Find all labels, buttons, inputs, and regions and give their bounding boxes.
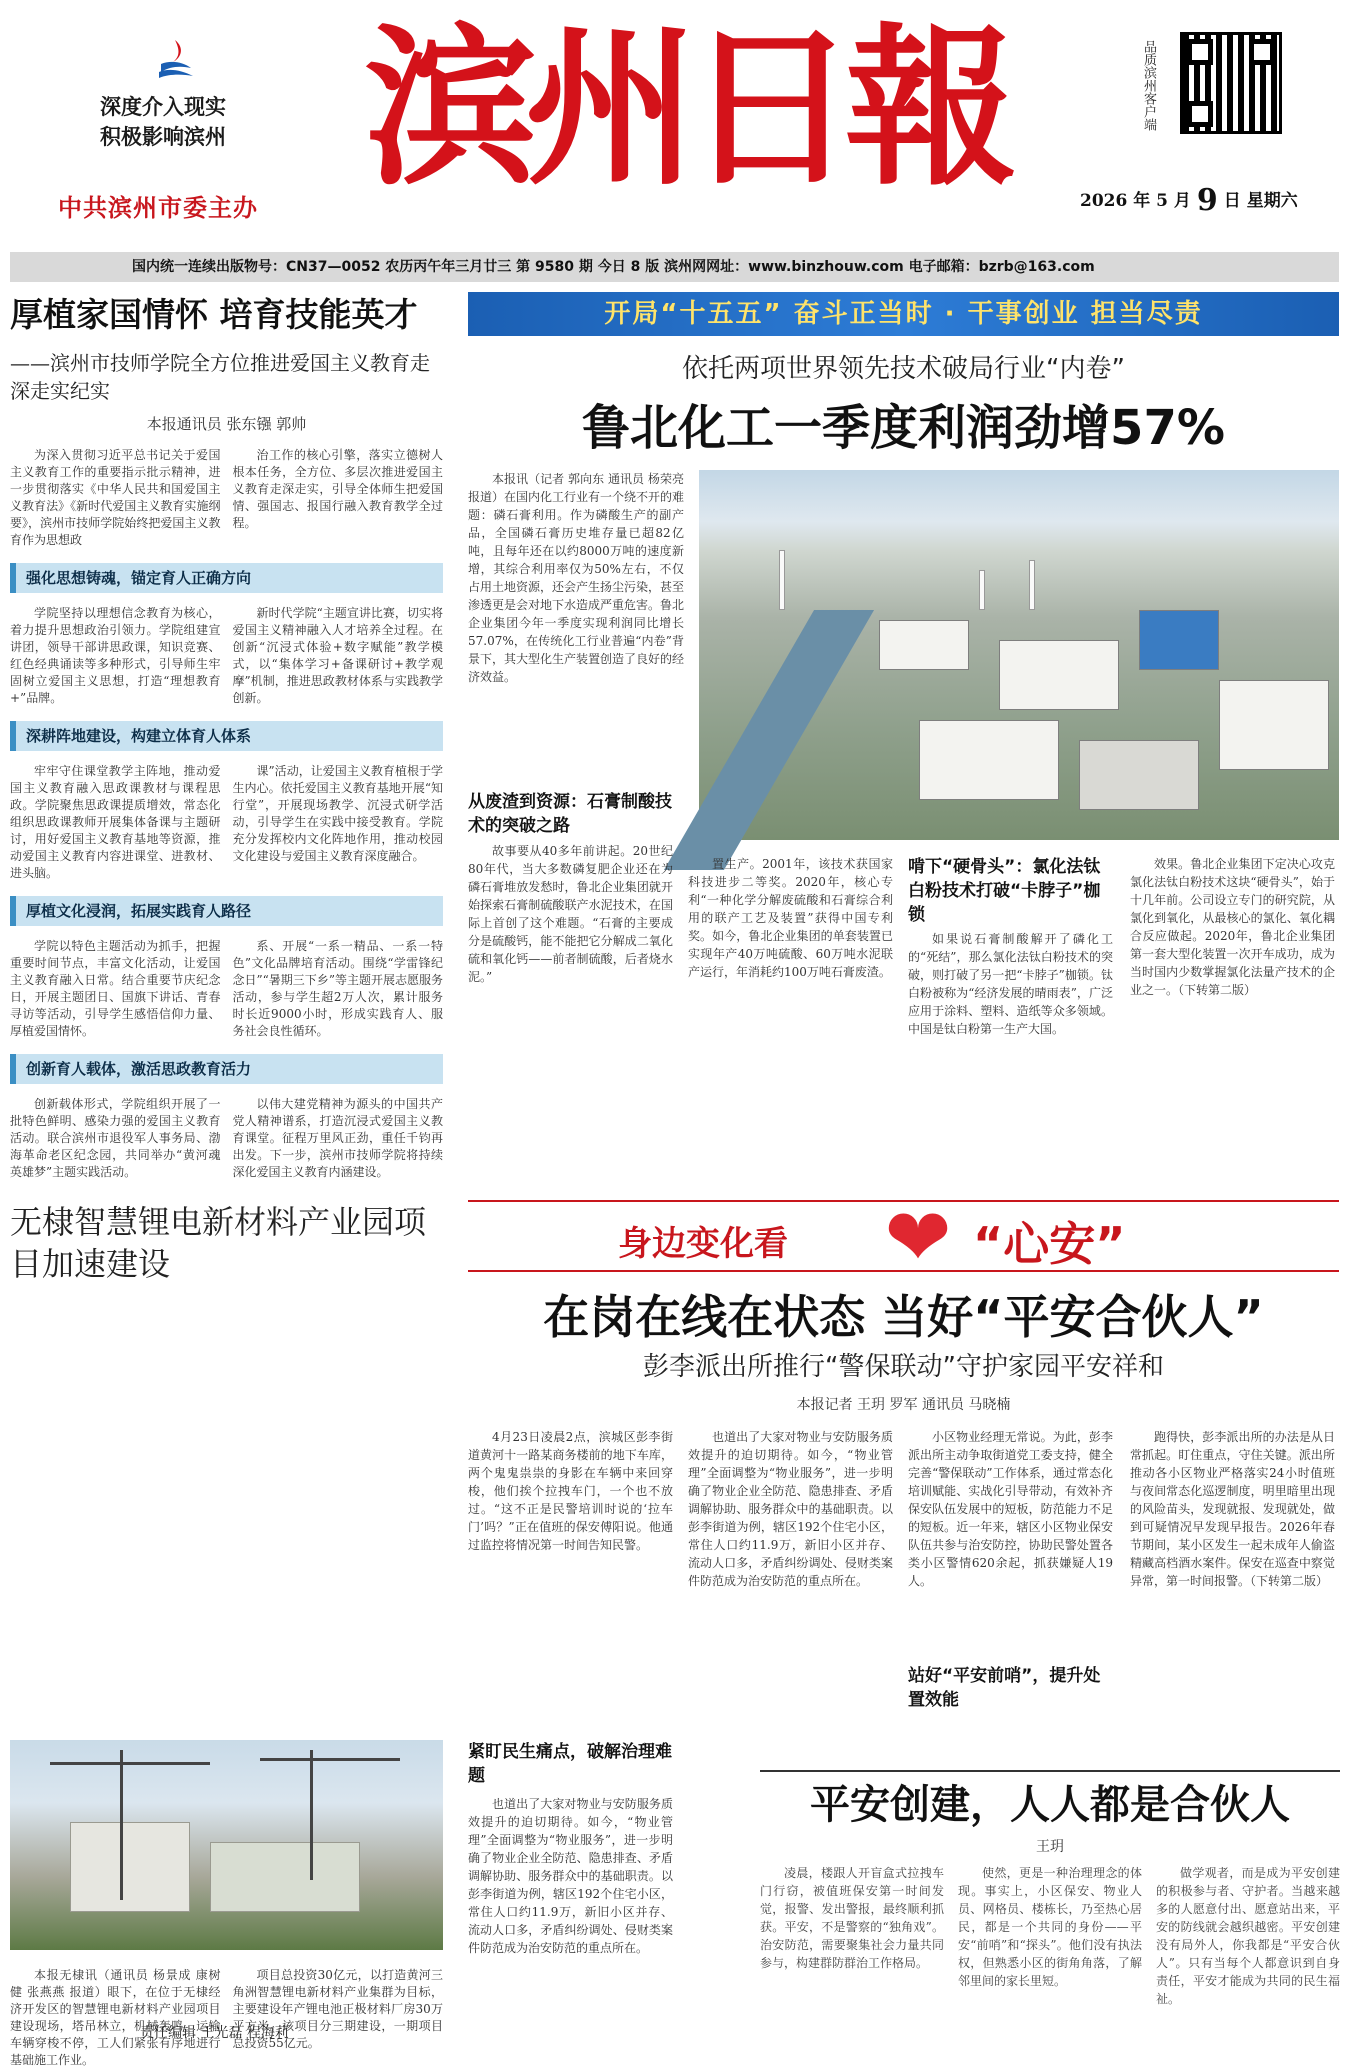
- article-column: 如果说石膏制酸解开了磷化工的“死结”，那么氯化法钛白粉技术的突破，则打破了另一把“卡脖子”枷锁。钛白粉被称为“经济发展的晴雨表”，广泛应用于涂料、塑料、造纸等众多领域。中国是钛白粉第一生产大国。: [908, 932, 1113, 1036]
- qr-code-icon[interactable]: [1180, 32, 1282, 134]
- article-column: 也道出了大家对物业与安防服务质效提升的迫切期待。如今，“物业管理”全面调整为“物业服务”，进一步明确了物业企业全防范、隐患排查、矛盾调解协助、服务群众中的基础职责。以彭李街道为例，辖区192个住宅小区，常住人口约11.9万，新旧小区并存、流动人口多，矛盾纠纷调处、侵财类案件防范成为治安防范的重点所在。: [688, 1430, 893, 1588]
- canal: [664, 610, 874, 870]
- paragraph: 课”活动，让爱国主义教育植根于学生内心。依托爱国主义教育基地开展“知行堂”，开展现场教学、沉浸式研学活动，引导学生在实践中接受教育。学院充分发挥校内文化阵地作用，推动校园文化建设与爱国主义教育深度融合。: [232, 764, 443, 863]
- host-organization: 中共滨州市委主办: [58, 194, 258, 222]
- date-weekday: 日 星期六: [1223, 191, 1298, 211]
- crane-arm: [50, 1762, 210, 1765]
- article-column: 置生产。2001年，该技术获国家科技进步二等奖。2020年，核心专利“一种化学分解废硫酸和石膏综合利用的联产工艺及装置”获得中国专利奖。如今，鲁北企业集团的单套装置已实现年产40万吨硫酸、60万吨水泥联产运行，年消耗约100万吨石膏废渣。: [688, 857, 893, 979]
- slogan-line2: 积极影响滨州: [100, 124, 226, 149]
- banner-keyword: “心安”: [973, 1217, 1126, 1271]
- factory-building: [919, 720, 1059, 800]
- commentary-byline: 王玥: [1036, 1839, 1064, 1855]
- section-heading: 创新育人载体，激活思政教育活力: [10, 1054, 443, 1084]
- chimney: [1029, 560, 1035, 610]
- editor-credit: 责任编辑 王光磊 程海莉: [140, 2025, 289, 2041]
- paragraph: 为深入贯彻习近平总书记关于爱国主义教育工作的重要指示批示精神，进一步贯彻落实《中华人民共和国爱国主义教育法》《新时代爱国主义教育实施纲要》，滨州市技师学院始终把爱国主义教育作为思想政: [10, 448, 221, 547]
- construction-site-photo: [10, 1740, 443, 1950]
- article-kicker: 依托两项世界领先技术破局行业“内卷”: [682, 354, 1125, 384]
- article-headline-patriotic-education[interactable]: 厚植家国情怀 培育技能英才: [10, 295, 418, 334]
- paragraph: 创新载体形式，学院组织开展了一批特色鲜明、感染力强的爱国主义教育活动。联合滨州市退役军人事务局、渤海革命老区纪念园，共同举办“黄河魂 英雄梦”主题实践活动。: [10, 1097, 221, 1179]
- article-column: 4月23日凌晨2点，滨城区彭李街道黄河十一路某商务楼前的地下车库，两个鬼鬼祟祟的身影在车辆中来回穿梭，他们挨个拉拽车门，一个也不放过。“这不正是民警培训时说的‘拉车门’吗？”正在值班的保安傅阳说。他通过监控将情况第一时间告知民警。: [468, 1430, 673, 1552]
- article-headline-commentary[interactable]: 平安创建，人人都是合伙人: [760, 1770, 1340, 1832]
- article-byline: 本报记者 王玥 罗军 通讯员 马晓楠: [796, 1397, 1011, 1413]
- article-subtitle: 彭李派出所推行“警保联动”守护家园平安祥和: [643, 1352, 1164, 1382]
- section-body: [10, 1096, 443, 1181]
- paragraph: 项目总投资30亿元，以打造黄河三角洲智慧锂电新材料产业集群为目标，主要建设年产锂电池正极材料厂房30万平方米。该项目分三期建设，一期项目总投资55亿元。: [232, 1968, 443, 2050]
- article-headline-lithium-park[interactable]: 无棣智慧锂电新材料产业园项目加速建设: [10, 1203, 427, 1283]
- date-month: 2026 年 5 月: [1080, 191, 1191, 211]
- commentary-body: [760, 1864, 1340, 2044]
- article-column: 故事要从40多年前讲起。20世纪80年代，当大多数磷复肥企业还在为磷石膏堆放发愁时，鲁北企业集团就开始探索石膏制硫酸联产水泥技术，在国际上首创了这个难题。“石膏的主要成分是硫酸钙，能不能把它分解成二氧化硫和氧化钙——前者制硫酸，后者烧水泥。”: [468, 844, 673, 984]
- column-banner: [468, 1191, 1339, 1284]
- building: [210, 1842, 360, 1912]
- crane: [120, 1750, 123, 1900]
- factory-building: [1139, 610, 1219, 670]
- factory-building: [1079, 740, 1199, 810]
- section-heading: 厚植文化浸润，拓展实践育人路径: [10, 896, 443, 926]
- paragraph: 系、开展“一系一精品、一系一特色”文化品牌培育活动。围绕“学雷锋纪念日”“暑期三下乡”等主题开展志愿服务活动，参与学生超2万人次，累计服务时长近9000小时，形成实践育人、服务社会良性循环。: [232, 939, 443, 1038]
- article-headline-safety-partner[interactable]: 在岗在线在状态 当好“平安合伙人”: [543, 1290, 1264, 1344]
- article-column: 小区物业经理无常说。为此，彭李派出所主动争取街道党工委支持，健全完善“警保联动”工作体系，通过常态化培训赋能、实战化引导带动，有效补齐保安队伍发展中的短板，防范能力不足的短板。近一年来，辖区小区物业保安队伍共参与治安防控，协助民警处置各类小区警情620余起，抓获嫌疑人19人。: [908, 1430, 1113, 1588]
- factory-building: [879, 620, 969, 670]
- section-body: [10, 763, 443, 882]
- heart-icon: ❤: [884, 1191, 952, 1284]
- article-column: 跑得快，彭李派出所的办法是从日常抓起。盯住重点，守住关键。派出所推动各小区物业严格落实24小时值班与夜间常态化巡逻制度，明里暗里出现的风险苗头，发现就报、发现就处，做到可疑情况早发现早报告。2026年春节期间，某小区发生一起未成年人偷盗精藏高档酒水案件。保安在巡查中察觉异常，第一时间报警。（下转第二版）: [1130, 1430, 1335, 1588]
- qr-label: 品质滨州客户端: [1141, 40, 1156, 131]
- subheading: 从废渣到资源：石膏制酸技术的突破之路: [468, 792, 672, 836]
- paragraph: 牢牢守住课堂教学主阵地，推动爱国主义教育融入思政课教材与课程思政。学院聚焦思政课提质增效，常态化组织思政课教师开展集体备课与主题研讨，用好爱国主义教育基地等资源，推动爱国主义教育内容进课堂、进教材、进头脑。: [10, 764, 221, 880]
- slogan: [100, 92, 226, 152]
- article-intro: [10, 447, 443, 549]
- date-day: 9: [1196, 183, 1218, 218]
- issue-date: [1080, 183, 1298, 218]
- paragraph: 学院以特色主题活动为抓手，把握重要时间节点，丰富文化活动，让爱国主义教育融入日常。结合重要节庆纪念日，开展主题团日、国旗下讲话、青春寻访等活动，引导学生感悟信仰力量、厚植爱国情怀。: [10, 939, 221, 1038]
- factory-building: [999, 640, 1119, 710]
- crane: [310, 1750, 313, 1880]
- paragraph: 使然，更是一种治理理念的体现。事实上，小区保安、物业人员、网格员、楼栋长，乃至热心居民，都是一个共同的身份——平安“前哨”和“探头”。他们没有执法权，但熟悉小区的街角角落，了解邻里间的家长里短。: [958, 1866, 1142, 1988]
- article-column: 效果。鲁北企业集团下定决心攻克氯化法钛白粉技术这块“硬骨头”，始于十几年前。公司设立专门的研究院，从氯化到氧化，从最核心的氯化、氧化耦合反应做起。2020年，鲁北企业集团第一套大型化装置一次开车成功，成为当时国内少数掌握氯化法量产技术的企业之一。（下转第二版）: [1130, 857, 1335, 997]
- paragraph: 新时代学院“主题宣讲比赛，切实将爱国主义精神融入人才培养全过程。在创新“沉浸式体验+数字赋能”教学模式，以“集体学习+备课研讨+教学观摩”机制，推进思政教材体系与实践教学创新。: [232, 606, 443, 705]
- chimney: [979, 570, 985, 610]
- newspaper-logo-icon: [155, 38, 195, 80]
- publication-info-bar: 国内统一连续出版物号：CN37—0052 农历丙午年三月廿三 第 9580 期 今日 8 版 滨州网网址：www.binzhouw.com 电子邮箱：bzrb@163.com: [10, 252, 1339, 282]
- crane-arm: [260, 1758, 400, 1761]
- paragraph: 以伟大建党精神为源头的中国共产党人精神谱系，打造沉浸式爱国主义教育课堂。征程万里风正劲，重任千钧再出发。下一步，滨州市技师学院将持续深化爱国主义教育内涵建设。: [232, 1097, 443, 1179]
- newspaper-title: 滨州日報: [365, 6, 1005, 209]
- chemical-plant-photo: [699, 470, 1339, 840]
- masthead: [0, 0, 1349, 246]
- section-body: [10, 938, 443, 1040]
- paragraph: 本报无棣讯（通讯员 杨景成 康树健 张燕燕 报道）眼下，在位于无棣经济开发区的智慧锂电新材料产业园项目建设现场，塔吊林立，机械轰鸣，运输车辆穿梭不停，工人们紧张有序地进行基础施工作业。: [10, 1968, 221, 2067]
- article-headline-lubei-chemical[interactable]: 鲁北化工一季度利润劲增57%: [582, 400, 1225, 456]
- left-column: [10, 295, 443, 1285]
- subheading: 啃下“硬骨头”：氯化法钛白粉技术打破“卡脖子”枷锁: [908, 857, 1101, 925]
- article-column: 也道出了大家对物业与安防服务质效提升的迫切期待。如今，“物业管理”全面调整为“物业服务”，进一步明确了物业企业全防范、隐患排查、矛盾调解协助、服务群众中的基础职责。以彭李街道为例，辖区192个住宅小区，常住人口约11.9万，新旧小区并存、流动人口多，矛盾纠纷调处、侵财类案件防范成为治安防范的重点所在。: [468, 1797, 673, 1955]
- factory-building: [1219, 680, 1329, 770]
- article-subtitle: ——滨州市技师学院全方位推进爱国主义教育走深走实纪实: [10, 351, 430, 403]
- slogan-line1: 深度介入现实: [100, 94, 226, 119]
- paragraph: 凌晨，楼跟人开盲盒式拉拽车门行窃，被值班保安第一时间发觉，报警、发出警报，最终顺利抓获。平安，不是警察的“独角戏”。治安防范，需要聚集社会力量共同参与，构建群防群治工作格局。: [760, 1866, 944, 1970]
- theme-banner: 开局“十五五” 奋斗正当时 · 干事创业 担当尽责: [468, 292, 1339, 336]
- chimney: [779, 550, 785, 610]
- paragraph: 学院坚持以理想信念教育为核心，着力提升思想政治引领力。学院组建宣讲团，领导干部讲思政课，知识竞赛、红色经典诵读等多种形式，引导师生牢固树立爱国主义思想，打造“理想教育+”品牌。: [10, 606, 221, 705]
- paragraph: 做学观者，而是成为平安创建的积极参与者、守护者。当越来越多的人愿意付出、愿意站出来，平安的防线就会越织越密。平安创建没有局外人，你我都是“平安合伙人”。只有当每个人都意识到自身责任，平安才能成为共同的民生福祉。: [1156, 1866, 1340, 2006]
- subheading: 站好“平安前哨”，提升处置效能: [908, 1666, 1101, 1710]
- section-heading: 深耕阵地建设，构建立体育人体系: [10, 721, 443, 751]
- paragraph: 治工作的核心引擎，落实立德树人根本任务，全方位、多层次推进爱国主义教育走深走实，引导全体师生把爱国情、强国志、报国行融入教育教学全过程。: [232, 448, 443, 530]
- section-body: [10, 605, 443, 707]
- subheading: 紧盯民生痛点，破解治理难题: [468, 1742, 672, 1786]
- banner-text: 身边变化看: [618, 1224, 788, 1264]
- building: [70, 1822, 190, 1912]
- article-intro: 本报讯（记者 郭向东 通讯员 杨荣亮 报道）在国内化工行业有一个绕不开的难题：磷石膏利用。作为磷酸生产的副产品，全国磷石膏历史堆存量已超82亿吨，且每年还在以约8000万吨的速度新增，其综合利用率仅为50%左右，不仅占用土地资源，还会产生扬尘污染，甚至渗透更是会对地下水造成严重危害。鲁北企业集团今年一季度实现利润同比增长57.07%，在传统化工行业普遍“内卷”背景下，其大型化生产装置创造了良好的经济效益。: [468, 472, 685, 684]
- article-byline: 本报通讯员 张东镪 郭帅: [146, 415, 307, 433]
- section-heading: 强化思想铸魂，锚定育人正确方向: [10, 563, 443, 593]
